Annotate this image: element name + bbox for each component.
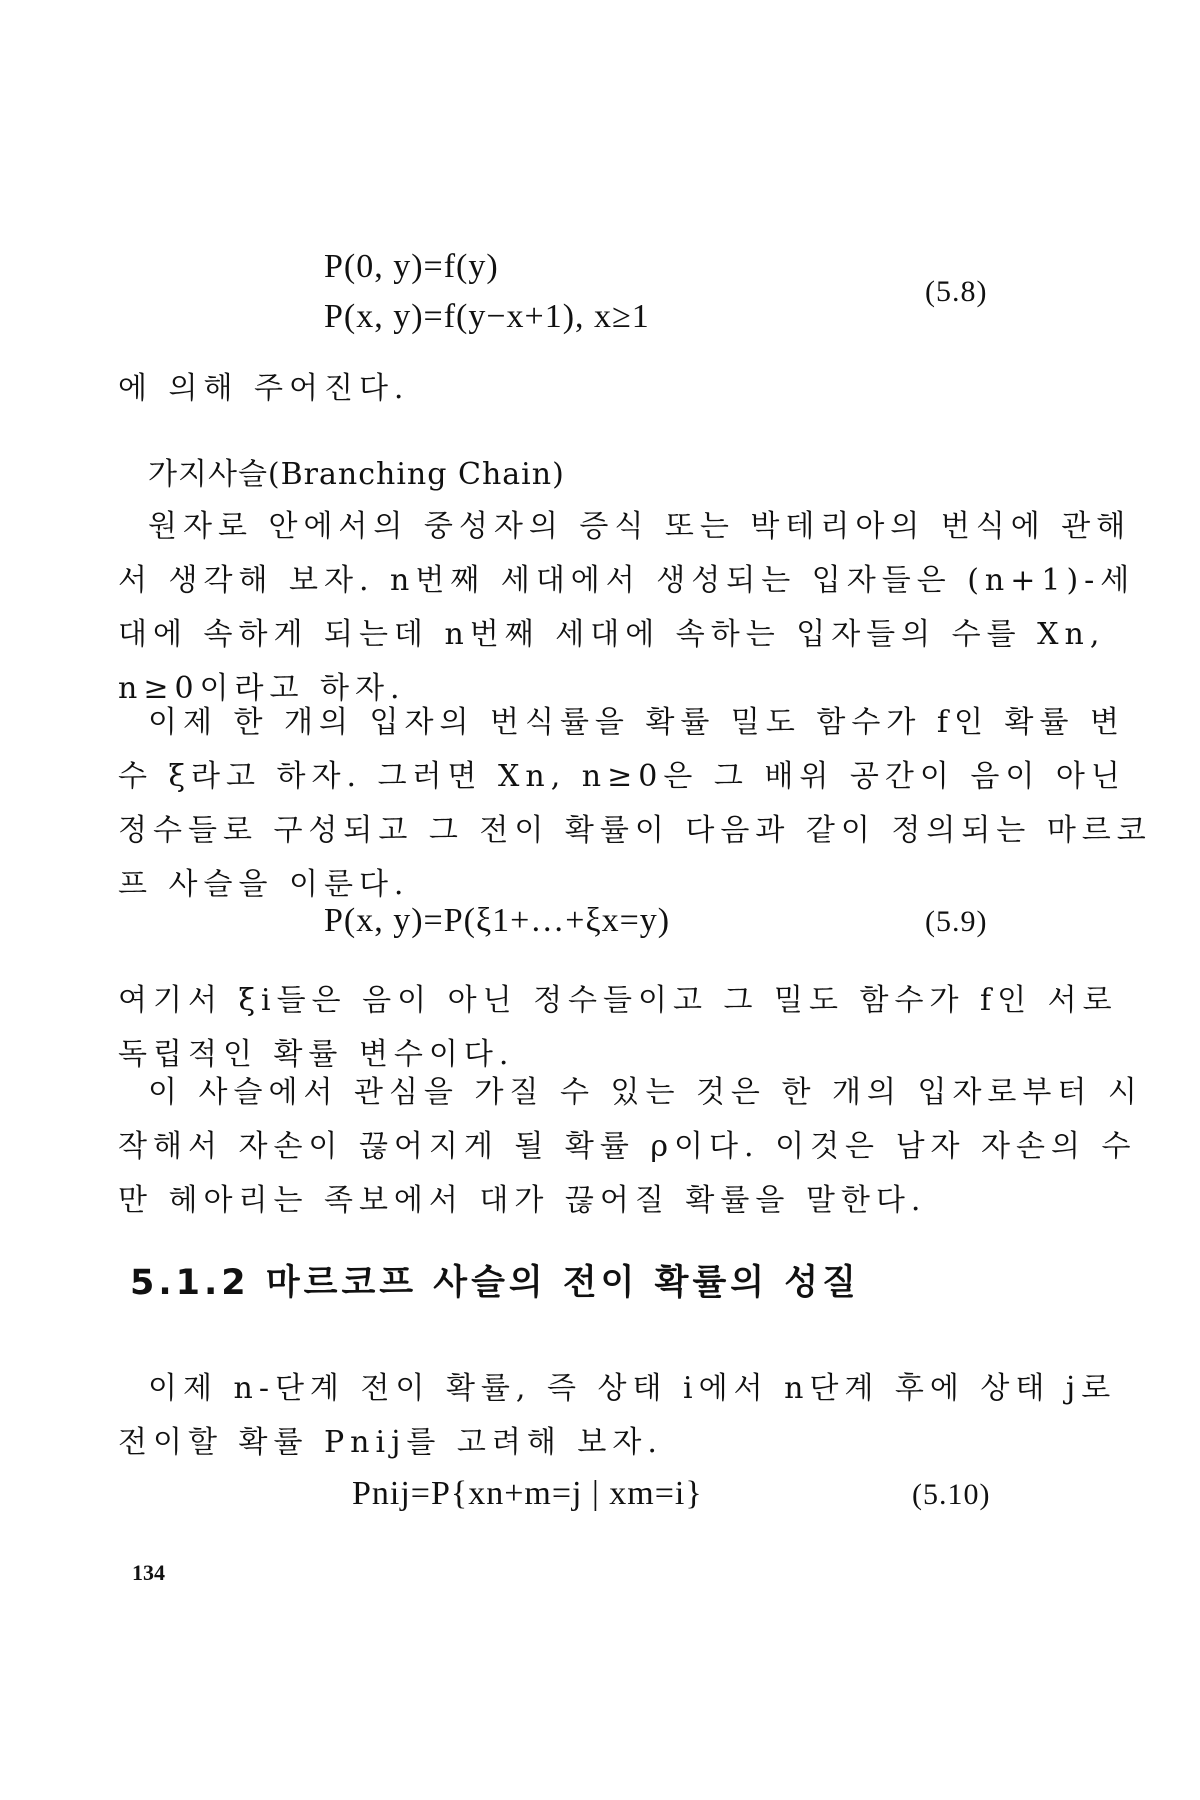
text-line: 프 사슬을 이룬다. xyxy=(118,867,410,902)
text-line: 이제 n-단계 전이 확률, 즉 상태 i에서 n단계 후에 상태 j로 xyxy=(148,1371,1117,1406)
text-line: 이 사슬에서 관심을 가질 수 있는 것은 한 개의 입자로부터 시 xyxy=(148,1075,1143,1110)
text-line: 원자로 안에서의 중성자의 증식 또는 박테리아의 번식에 관해 xyxy=(148,509,1132,544)
paragraph-after-5-8 xyxy=(118,362,1018,416)
page-number: 134 xyxy=(132,1560,165,1585)
paragraph-branching-2 xyxy=(118,696,1152,912)
equation-text: P(0, y)=f(y) xyxy=(324,248,499,285)
text-line: 대에 속하게 되는데 n번째 세대에 속하는 입자들의 수를 Xn, xyxy=(118,617,1106,652)
text-line: 전이할 확률 Pnij를 고려해 보자. xyxy=(118,1425,663,1460)
text-line: 만 헤아리는 족보에서 대가 끊어질 확률을 말한다. xyxy=(118,1183,927,1218)
equation-number-5-8: (5.8) xyxy=(925,275,988,308)
text-line: 여기서 ξi들은 음이 아닌 정수들이고 그 밀도 함수가 f인 서로 xyxy=(118,983,1118,1018)
text-line: 이제 한 개의 입자의 번식률을 확률 밀도 함수가 f인 확률 변 xyxy=(148,705,1126,740)
equation-5-8-line-1 xyxy=(324,248,499,286)
equation-text: Pnij=P{xn+m=j | xm=i} xyxy=(352,1475,703,1512)
equation-5-10 xyxy=(352,1475,703,1513)
equation-5-8-line-2 xyxy=(324,298,650,336)
text-line: 작해서 자손이 끊어지게 될 확률 ρ이다. 이것은 남자 자손의 수 xyxy=(118,1129,1137,1164)
equation-text: P(x, y)=P(ξ1+…+ξx=y) xyxy=(324,902,671,939)
paragraph-5 xyxy=(118,1362,1117,1470)
paragraph-branching-1 xyxy=(118,500,1136,716)
section-heading: 5.1.2 마르코프 사슬의 전이 확률의 성질 xyxy=(130,1263,860,1303)
text-line: 정수들로 구성되고 그 전이 확률이 다음과 같이 정의되는 마르코 xyxy=(118,813,1152,848)
subtitle: 가지사슬(Branching Chain) xyxy=(148,457,565,492)
paragraph-4 xyxy=(118,1066,1143,1228)
equation-number-5-10: (5.10) xyxy=(912,1478,991,1511)
text-line: 수 ξ라고 하자. 그러면 Xn, n≥0은 그 배위 공간이 음이 아닌 xyxy=(118,759,1126,794)
text-line: 서 생각해 보자. n번째 세대에서 생성되는 입자들은 (n+1)-세 xyxy=(118,563,1136,598)
branching-chain-title xyxy=(148,448,1048,502)
equation-number-5-9: (5.9) xyxy=(925,905,988,938)
equation-text: P(x, y)=f(y−x+1), x≥1 xyxy=(324,298,650,335)
text-line: n≥0이라고 하자. xyxy=(118,671,406,706)
text-line: 에 의해 주어진다. xyxy=(118,371,410,406)
text-line: 독립적인 확률 변수이다. xyxy=(118,1037,515,1072)
equation-5-9 xyxy=(324,902,670,940)
